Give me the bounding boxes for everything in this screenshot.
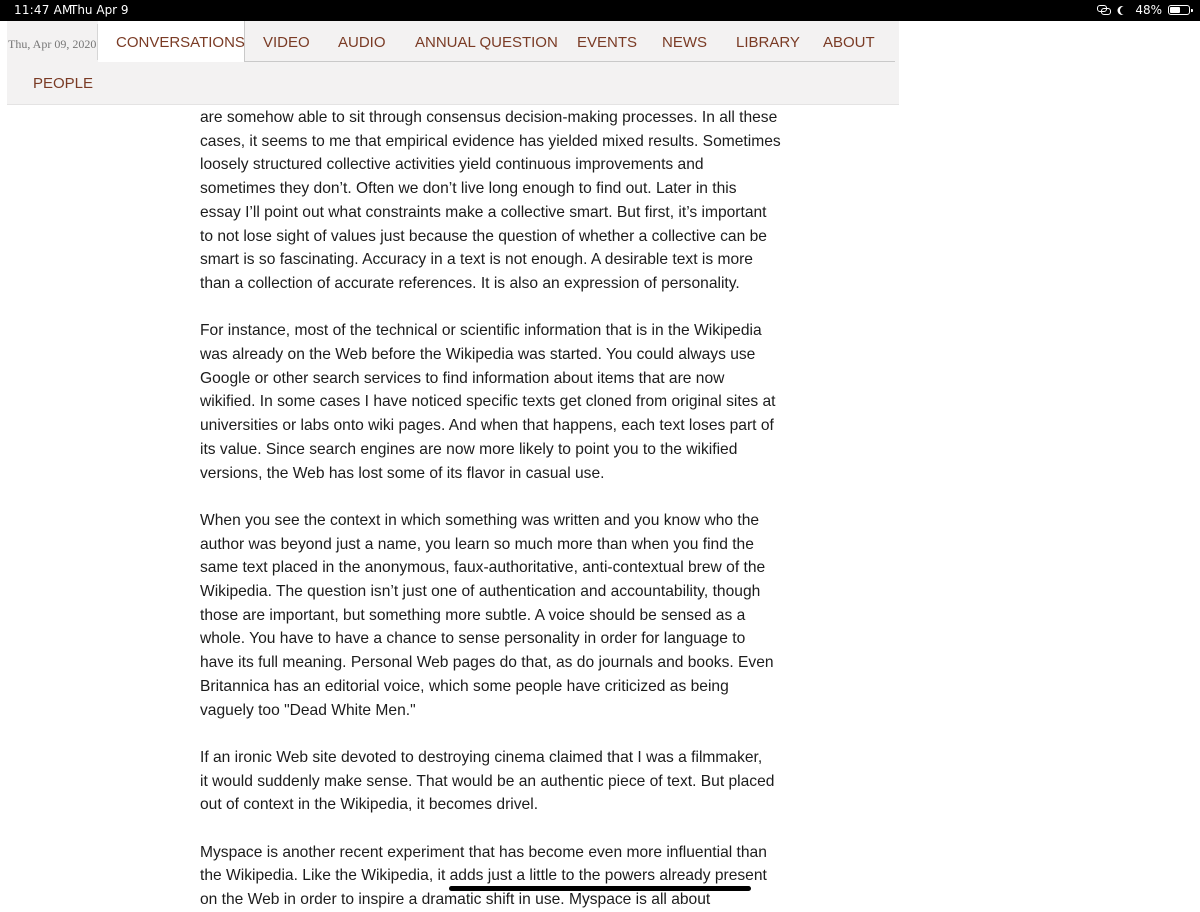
paragraph-line: on the Web in order to inspire a dramatic shift in use. Myspace is all about — [200, 891, 711, 909]
paragraph-line: universities or labs onto wiki pages. And when that happens, each text loses part of — [200, 417, 774, 435]
article-paragraph — [200, 841, 767, 912]
nav-link-conversations[interactable]: CONVERSATIONS — [116, 34, 245, 51]
nav-link-events[interactable]: EVENTS — [577, 34, 638, 51]
paragraph-line: its value. Since search engines are now more likely to point you to the wikified — [200, 440, 738, 458]
paragraph-line: essay I’ll point out what constraints make a collective smart. But first, it’s important — [200, 203, 767, 221]
status-date: Thu Apr 9 — [70, 3, 129, 17]
nav-date: Thu, Apr 09, 2020 — [8, 37, 97, 51]
nav-link-library[interactable]: LIBRARY — [736, 34, 800, 51]
article-paragraph — [200, 509, 774, 722]
paragraph-line: whole. You have to have a chance to sense personality in order for language to — [200, 630, 746, 648]
paragraph-line: vaguely too "Dead White Men." — [200, 701, 416, 719]
paragraph-line: loosely structured collective activities yield continuous improvements and — [200, 156, 704, 174]
nav-tab-baseline — [245, 61, 895, 62]
paragraph-line: was already on the Web before the Wikipedia was started. You could always use — [200, 346, 756, 364]
home-indicator[interactable] — [449, 886, 751, 891]
article-paragraph — [200, 106, 781, 296]
paragraph-line: Britannica has an editorial voice, which some people have criticized as being — [200, 677, 729, 695]
battery-percent: 48% — [1135, 3, 1162, 17]
do-not-disturb-moon-icon — [1120, 6, 1129, 15]
paragraph-line: When you see the context in which something was written and you know who the — [200, 511, 760, 529]
battery-fill — [1170, 7, 1180, 13]
article-paragraph — [200, 319, 776, 485]
paragraph-line: same text placed in the anonymous, faux-authoritative, anti-contextual brew of the — [200, 559, 766, 577]
link-icon — [1097, 5, 1111, 15]
nav-link-news[interactable]: NEWS — [662, 34, 707, 51]
paragraph-line: author was beyond just a name, you learn so much more than when you find the — [200, 535, 754, 553]
status-bar — [0, 0, 1200, 21]
paragraph-line: sometimes they don’t. Often we don’t live long enough to find out. Later in this — [200, 180, 737, 198]
paragraph-line: wikified. In some cases I have noticed specific texts get cloned from original sites at — [200, 393, 776, 411]
paragraph-line: smart is so fascinating. Accuracy in a text is not enough. A desirable text is more — [200, 251, 753, 269]
paragraph-line: it would suddenly make sense. That would be an authentic piece of text. But placed — [200, 772, 775, 790]
paragraph-line: If an ironic Web site devoted to destroying cinema claimed that I was a filmmaker, — [200, 748, 763, 766]
article-paragraph — [200, 746, 775, 817]
paragraph-line: Myspace is another recent experiment that has become even more influential than — [200, 843, 767, 861]
nav-link-annual-question[interactable]: ANNUAL QUESTION — [415, 34, 558, 51]
nav-link-audio[interactable]: AUDIO — [338, 34, 386, 51]
paragraph-line: than a collection of accurate references. It is also an expression of personality. — [200, 274, 740, 292]
paragraph-line: For instance, most of the technical or scientific information that is in the Wikipedia — [200, 322, 762, 340]
battery-icon — [1168, 5, 1190, 15]
paragraph-line: versions, the Web has lost some of its flavor in casual use. — [200, 464, 605, 482]
paragraph-line: Google or other search services to find information about items that are now — [200, 369, 725, 387]
paragraph-line: to not lose sight of values just because the question of whether a collective can be — [200, 227, 767, 245]
status-time: 11:47 AM — [14, 3, 73, 17]
paragraph-line: out of context in the Wikipedia, it becomes drivel. — [200, 796, 539, 814]
paragraph-line: those are important, but something more subtle. A voice should be sensed as a — [200, 606, 746, 624]
article-body — [200, 106, 781, 912]
nav-link-about[interactable]: ABOUT — [823, 34, 875, 51]
paragraph-line: are somehow able to sit through consensus decision-making processes. In all these — [200, 109, 778, 126]
site-navigation — [7, 21, 899, 105]
nav-link-people[interactable]: PEOPLE — [33, 75, 94, 92]
paragraph-line: have its full meaning. Personal Web pages do that, as do journals and books. Even — [200, 654, 774, 672]
paragraph-line: cases, it seems to me that empirical evidence has yielded mixed results. Sometimes — [200, 132, 781, 150]
paragraph-line: Wikipedia. The question isn’t just one of authentication and accountability, though — [200, 583, 761, 601]
paragraph-line: the Wikipedia. Like the Wikipedia, it adds just a little to the powers already present — [200, 867, 767, 885]
status-indicators — [1097, 3, 1190, 17]
nav-link-video[interactable]: VIDEO — [263, 34, 310, 51]
